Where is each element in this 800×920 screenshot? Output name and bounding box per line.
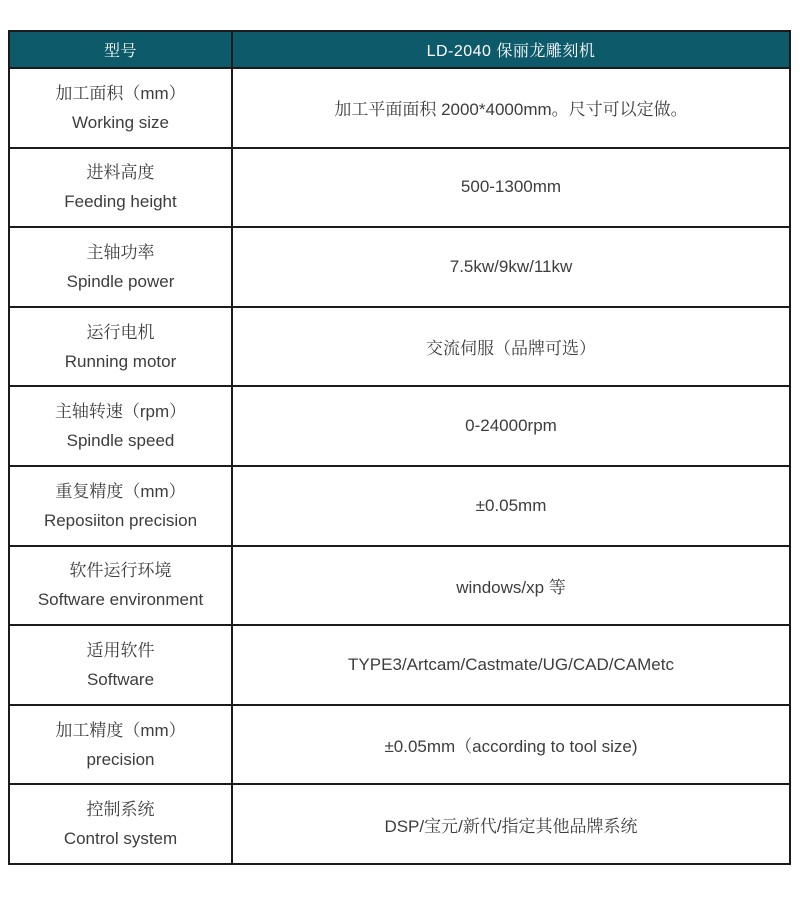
spec-label-en: Spindle power [66, 271, 175, 291]
spec-label-cell [10, 467, 233, 545]
spec-value: TYPE3/Artcam/Castmate/UG/CAD/CAMetc [348, 654, 674, 674]
table-row [10, 226, 789, 306]
spec-label-cell [10, 228, 233, 306]
spec-value-cell [233, 626, 789, 704]
header-model-label: 型号 [10, 32, 233, 67]
table-body [10, 67, 789, 863]
spec-label-cell [10, 308, 233, 386]
spec-label-cell [10, 785, 233, 863]
spec-label-cell [10, 387, 233, 465]
spec-label-zh: 运行电机 [86, 322, 155, 342]
spec-label-en: Software environment [37, 590, 204, 610]
spec-label-en: Spindle speed [66, 431, 175, 451]
table-row [10, 306, 789, 386]
table-row [10, 67, 789, 147]
spec-label-en: Reposiiton precision [43, 510, 198, 530]
spec-label-en: Control system [63, 829, 178, 849]
table-row [10, 385, 789, 465]
table-row [10, 704, 789, 784]
spec-label-zh: 控制系统 [86, 800, 155, 820]
spec-value: 加工平面面积 2000*4000mm。尺寸可以定做。 [334, 100, 688, 120]
spec-label-zh: 加工面积（mm） [55, 83, 186, 103]
spec-value: 500-1300mm [460, 177, 562, 197]
spec-value-cell [233, 69, 789, 147]
spec-value: ±0.05mm（according to tool size) [384, 737, 638, 757]
table-row [10, 465, 789, 545]
spec-value: 交流伺服（品牌可选） [426, 339, 596, 359]
spec-label-cell [10, 69, 233, 147]
spec-label-cell [10, 149, 233, 227]
spec-value-cell [233, 228, 789, 306]
spec-label-en: Working size [72, 112, 169, 132]
spec-value: ±0.05mm [475, 495, 547, 515]
spec-label-cell [10, 626, 233, 704]
spec-label-cell [10, 547, 233, 625]
spec-label-zh: 进料高度 [86, 163, 155, 183]
spec-label-en: Software [86, 669, 155, 689]
table-row [10, 545, 789, 625]
spec-label-zh: 适用软件 [86, 640, 155, 660]
table-row [10, 147, 789, 227]
table-row [10, 624, 789, 704]
spec-label-en: precision [86, 749, 155, 769]
spec-value: 0-24000rpm [465, 416, 557, 436]
spec-label-zh: 加工精度（mm） [55, 720, 186, 740]
spec-value-cell [233, 547, 789, 625]
spec-table [8, 30, 791, 865]
spec-label-en: Running motor [64, 351, 177, 371]
table-row [10, 783, 789, 863]
spec-label-zh: 主轴转速（rpm） [54, 402, 187, 422]
spec-value-cell [233, 467, 789, 545]
spec-value-cell [233, 387, 789, 465]
spec-value-cell [233, 706, 789, 784]
spec-value: DSP/宝元/新代/指定其他品牌系统 [384, 816, 638, 836]
header-model-value: LD-2040 保丽龙雕刻机 [426, 43, 596, 60]
spec-value: 7.5kw/9kw/11kw [449, 256, 573, 276]
spec-label-zh: 重复精度（mm） [55, 481, 186, 501]
spec-label-zh: 主轴功率 [86, 242, 155, 262]
spec-label-zh: 软件运行环境 [69, 561, 172, 581]
spec-value-cell [233, 149, 789, 227]
spec-value-cell [233, 308, 789, 386]
table-header-row [10, 32, 789, 67]
spec-label-en: Feeding height [64, 192, 177, 212]
spec-value-cell [233, 785, 789, 863]
spec-label-cell [10, 706, 233, 784]
spec-value: windows/xp 等 [456, 577, 566, 597]
